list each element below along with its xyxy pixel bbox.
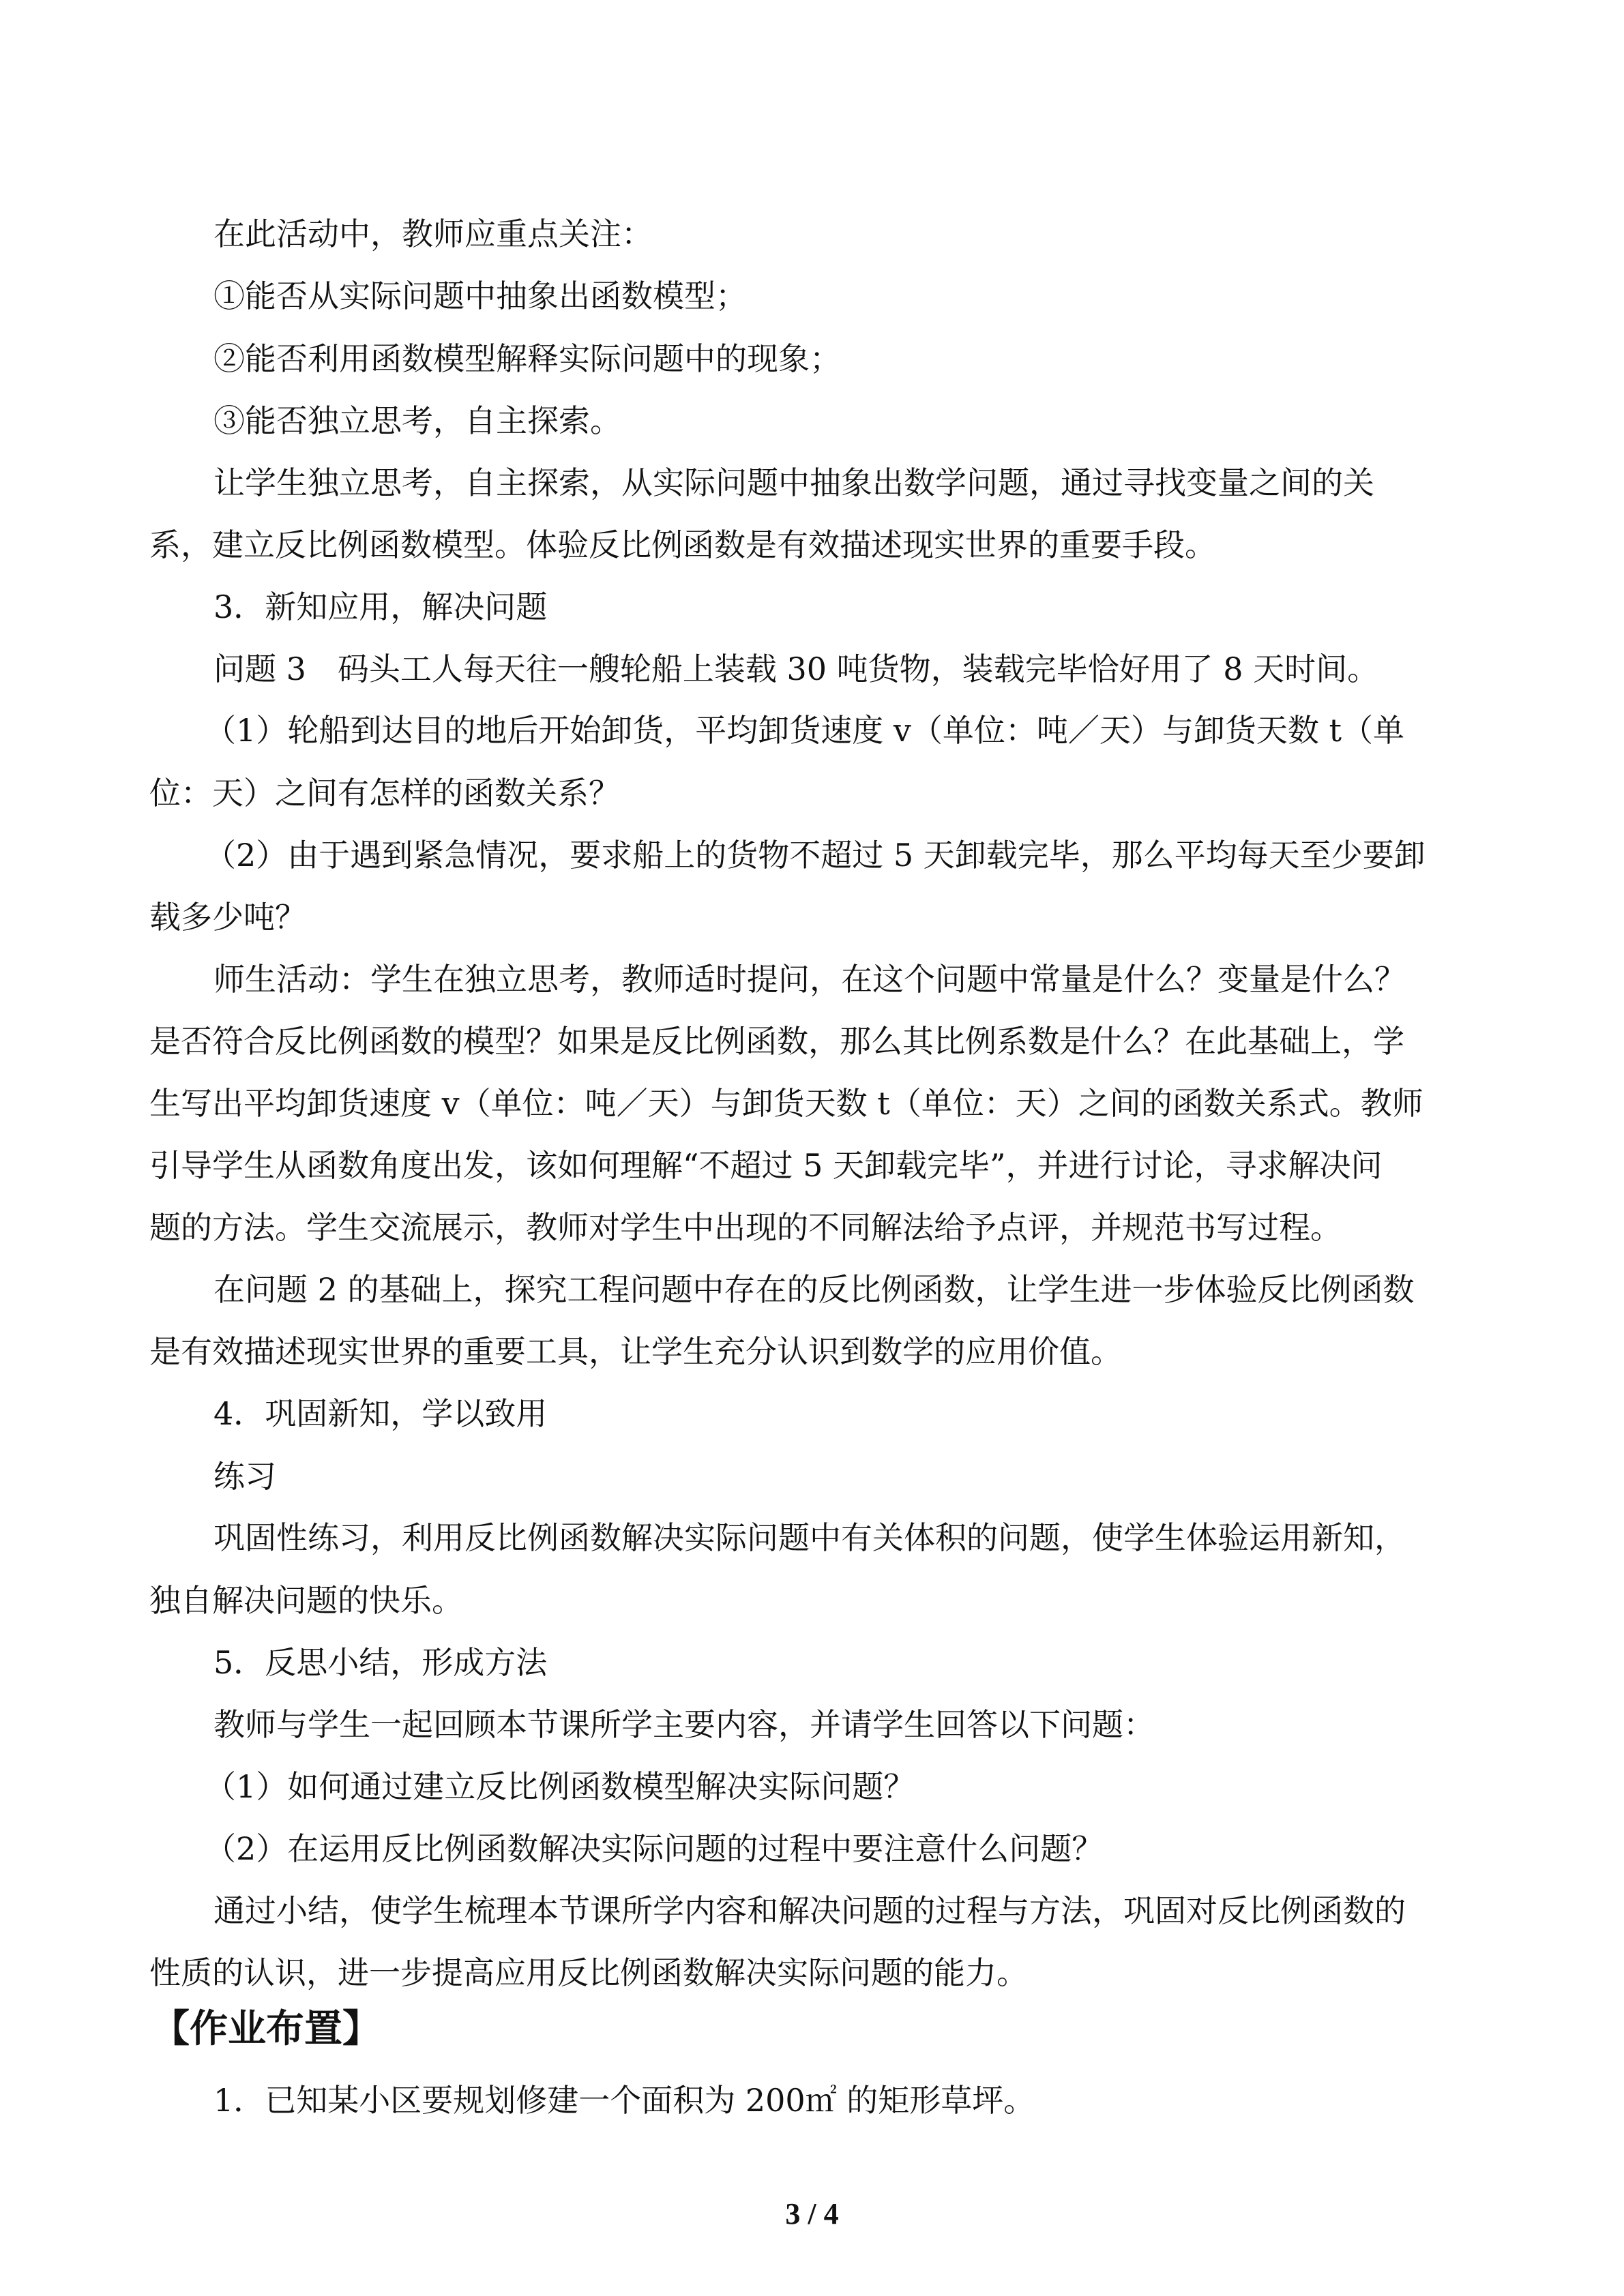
paragraph-line: （1）轮船到达目的地后开始卸货，平均卸货速度 v（单位：吨／天）与卸货天数 t（单 [205, 712, 1404, 749]
paragraph-line: 通过小结，使学生梳理本节课所学内容和解决问题的过程与方法，巩固对反比例函数的 [213, 1892, 1406, 1929]
page-number: 3 / 4 [785, 2197, 839, 2231]
paragraph-line: 师生活动：学生在独立思考，教师适时提问，在这个问题中常量是什么？变量是什么？ [213, 961, 1406, 998]
paragraph-line: 题的方法。学生交流展示，教师对学生中出现的不同解法给予点评，并规范书写过程。 [149, 1209, 1342, 1246]
paragraph-line: 独自解决问题的快乐。 [149, 1582, 463, 1619]
paragraph-line: 是有效描述现实世界的重要工具，让学生充分认识到数学的应用价值。 [149, 1333, 1122, 1370]
paragraph-line: ②能否利用函数模型解释实际问题中的现象； [213, 340, 841, 377]
paragraph-line: （1）如何通过建立反比例函数模型解决实际问题？ [205, 1768, 915, 1805]
paragraph-line: 载多少吨？ [149, 899, 306, 936]
paragraph-line: 位：天）之间有怎样的函数关系？ [149, 775, 620, 811]
paragraph-line: 是否符合反比例函数的模型？如果是反比例函数，那么其比例系数是什么？在此基础上，学 [149, 1023, 1404, 1060]
paragraph-line: 生写出平均卸货速度 v（单位：吨／天）与卸货天数 t（单位：天）之间的函数关系式。教师 [149, 1085, 1423, 1122]
section-heading: 3．新知应用，解决问题 [213, 588, 548, 625]
paragraph-line: ③能否独立思考，自主探索。 [213, 402, 621, 439]
section-heading: 4．巩固新知，学以致用 [213, 1395, 548, 1432]
paragraph-line: 巩固性练习，利用反比例函数解决实际问题中有关体积的问题，使学生体验运用新知， [213, 1519, 1406, 1556]
paragraph-line: ①能否从实际问题中抽象出函数模型； [213, 278, 747, 314]
homework-item: 1．已知某小区要规划修建一个面积为 200㎡ 的矩形草坪。 [213, 2082, 1035, 2119]
problem-statement: 问题 3 码头工人每天往一艘轮船上装载 30 吨货物，装载完毕恰好用了 8 天时间。 [213, 651, 1379, 687]
paragraph-line: 系，建立反比例函数模型。体验反比例函数是有效描述现实世界的重要手段。 [149, 526, 1216, 563]
paragraph-line: 引导学生从函数角度出发，该如何理解“不超过 5 天卸载完毕”，并进行讨论，寻求解决问 [149, 1147, 1383, 1184]
paragraph-line: （2）由于遇到紧急情况，要求船上的货物不超过 5 天卸载完毕，那么平均每天至少要卸 [205, 837, 1426, 874]
paragraph-line: 练习 [213, 1458, 276, 1495]
section-heading: 5．反思小结，形成方法 [213, 1644, 548, 1681]
paragraph-line: 性质的认识，进一步提高应用反比例函数解决实际问题的能力。 [149, 1954, 1028, 1991]
paragraph-line: 让学生独立思考，自主探索，从实际问题中抽象出数学问题，通过寻找变量之间的关 [213, 464, 1374, 501]
homework-heading: 【作业布置】 [151, 2007, 381, 2051]
paragraph-line: 教师与学生一起回顾本节课所学主要内容，并请学生回答以下问题： [213, 1706, 1155, 1743]
paragraph-line: 在问题 2 的基础上，探究工程问题中存在的反比例函数，让学生进一步体验反比例函数 [213, 1271, 1415, 1308]
paragraph-line: （2）在运用反比例函数解决实际问题的过程中要注意什么问题？ [205, 1830, 1104, 1867]
paragraph-line: 在此活动中，教师应重点关注： [213, 215, 653, 252]
